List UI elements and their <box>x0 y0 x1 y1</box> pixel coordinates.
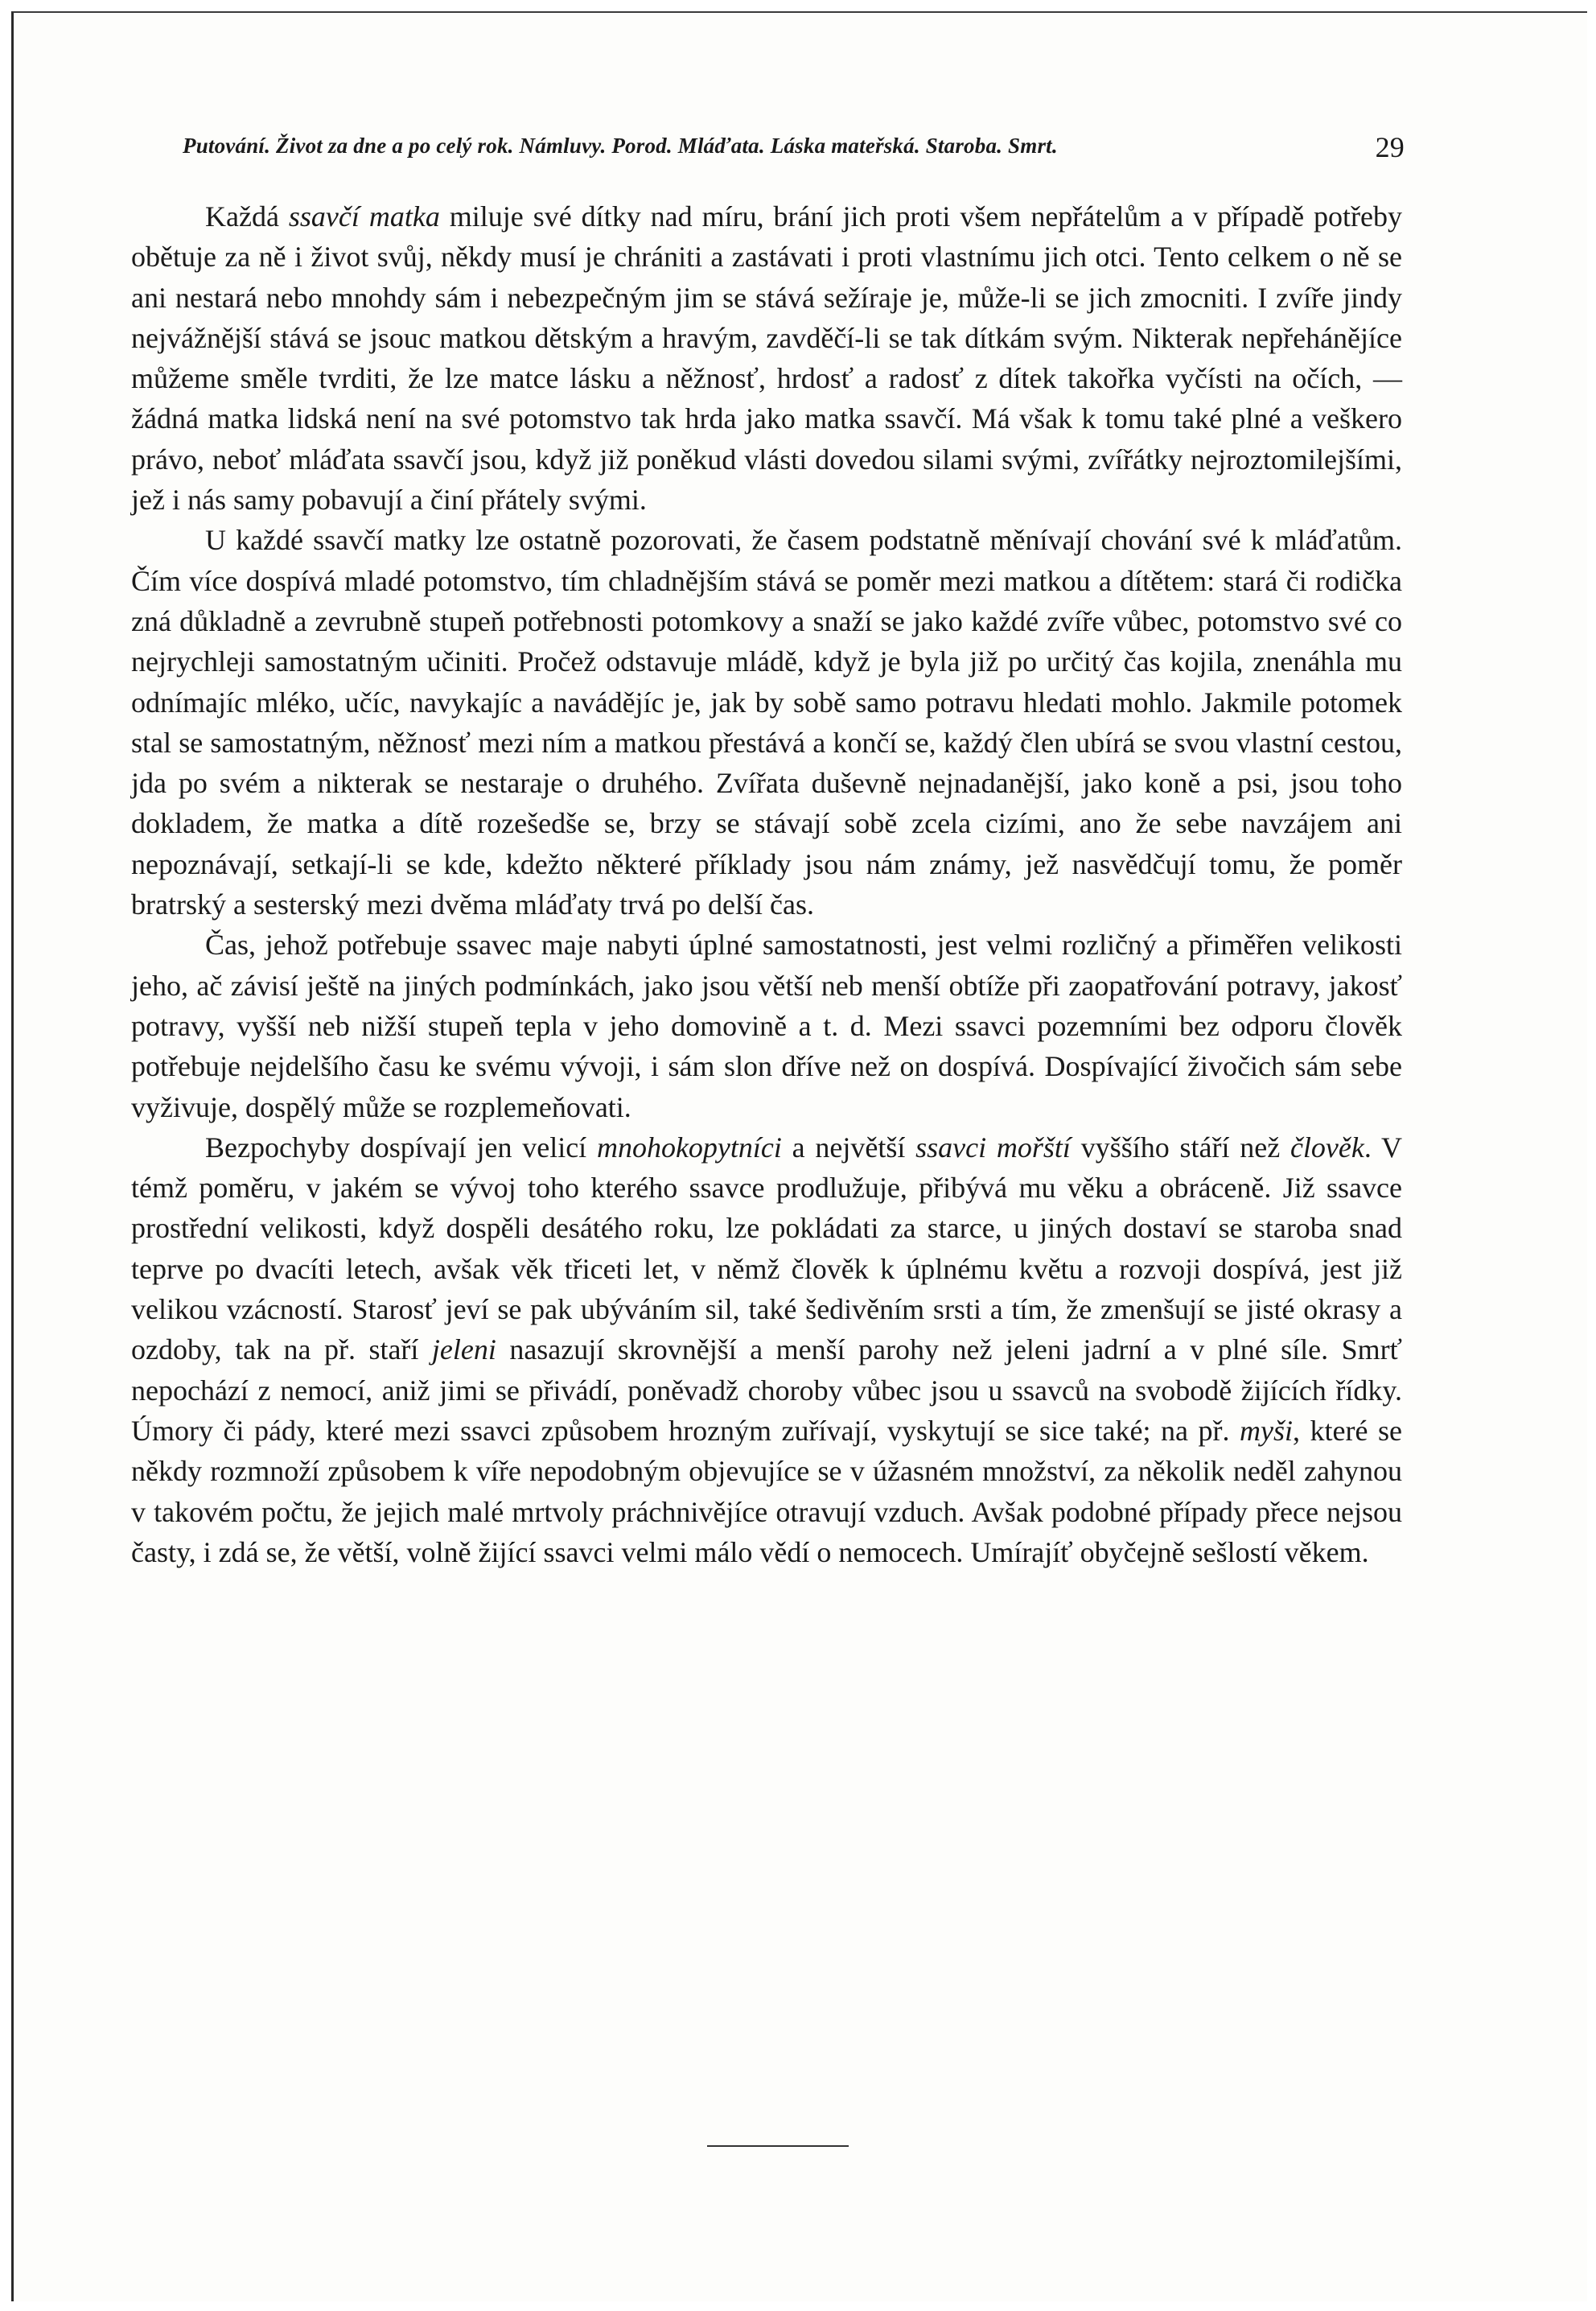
paragraph-4-text-6: , které se někdy rozmnoží způsobem k víře nepodobným objevujíce se v úžasném množství, za několik neděl zahynou v takovém počtu, že jejich malé mrtvoly práchnivějíce otravují vzduch. Avšak podobné případy přece nejsou časty, i zdá se, že větší, volně žijící ssavci velmi málo vědí o nemocech. Umírajíť obyčejně sešlostí věkem. <box>131 1414 1402 1568</box>
book-page <box>11 11 1587 2301</box>
body-text <box>131 196 1402 1572</box>
paragraph-1-text-2: miluje své dítky nad míru, brání jich proti všem nepřátelům a v případě potřeby obětuje za ně i život svůj, někdy musí je chrániti a zastávati i proti vlastnímu jich otci. Tento celkem o ně se ani nestará nebo mnohdy sám i nebezpečným jim se stává sežíraje je, může-li se jich zmocniti. I zvíře jindy nejvážnější stává se jsouc matkou dětským a hravým, zavděčí-li se tak dítkám svým. Nikterak nepřehánějíce můžeme směle tvrditi, že lze matce lásku a něžnosť, hrdosť a radosť z dítek takořka vyčísti na očích, — žádná matka lidská není na své potomstvo tak hrda jako matka ssavčí. Má však k tomu také plné a veškero právo, neboť mláďata ssavčí jsou, když již poněkud vlásti dovedou silami svými, zvířátky nejroztomilejšími, jež i nás samy pobavují a činí přátely svými. <box>131 200 1402 517</box>
paragraph-4-text-5: nasazují skrovnější a menší parohy než jeleni jadrní a v plné síle. Smrť nepochází z nemocí, aniž jimi se přivádí, poněvadž choroby vůbec jsou u ssavců na svobodě žijících řídky. Úmory či pády, které mezi ssavci způsobem hrozným zuřívají, vyskytují se sice také; na př. <box>131 1333 1402 1447</box>
page-number: 29 <box>1375 131 1405 163</box>
paragraph-2: U každé ssavčí matky lze ostatně pozorovati, že časem podstatně měnívají chování své k mláďatům. Čím více dospívá mladé potomstvo, tím chladnějším stává se poměr mezi matkou a dítětem: stará či rodička zná důkladně a zevrubně stupeň potřebnosti potomkovy a snaží se jako každé zvíře vůbec, potomstvo své co nejrychleji samostatným učiniti. Pročež odstavuje mládě, když je byla již po určitý čas kojila, znenáhla mu odnímajíc mléko, učíc, navykajíc a navádějíc je, jak by sobě samo potravu hledati mohlo. Jakmile potomek stal se samostatným, něžnosť mezi ním a matkou přestává a končí se, každý člen ubírá se svou vlastní cestou, jda po svém a nikterak se nestaraje o druhého. Zvířata duševně nejnadanější, jako koně a psi, jsou toho dokladem, že matka a dítě rozešedše se, brzy se stávají sobě zcela cizími, ano že sebe navzájem ani nepoznávají, setkají-li se kde, kdežto některé příklady jsou nám známy, jež nasvědčují tomu, že poměr bratrský a sesterský mezi dvěma mláďaty trvá po delší čas. <box>131 524 1402 921</box>
footer-rule <box>707 2145 849 2147</box>
italic-term-jeleni: jeleni <box>431 1333 496 1366</box>
italic-term-ssavci-morsti: ssavci mořští <box>915 1131 1071 1164</box>
paragraph-4-text-2: a největší <box>781 1131 916 1164</box>
italic-term-mnohokopytnici: mnohokopytníci <box>596 1131 782 1164</box>
italic-term-ssavci-matka: ssavčí matka <box>288 200 440 233</box>
running-header <box>183 131 1417 163</box>
paragraph-4 <box>131 1127 1402 1572</box>
paragraph-1 <box>131 196 1402 520</box>
paragraph-4-text-4: . V témž poměru, v jakém se vývoj toho kterého ssavce prodlužuje, přibývá mu věku a obráceně. Již ssavce prostřední velikosti, když dospěli desátého roku, lze pokládati za starce, u jiných dostaví se staroba snad teprve po dvacíti letech, avšak věk třiceti let, v němž člověk k úplnému květu a rozvoji dospívá, jest již velikou vzácností. Starosť jeví se pak ubýváním sil, také šedivěním srsti a tím, že zmenšují se jisté okrasy a ozdoby, tak na př. staří <box>131 1131 1402 1366</box>
paragraph-4-text-1: Bezpochyby dospívají jen velicí <box>205 1131 597 1164</box>
italic-term-mysi: myši <box>1240 1414 1294 1447</box>
italic-term-clovek: člověk <box>1290 1131 1364 1164</box>
paragraph-3: Čas, jehož potřebuje ssavec maje nabyti úplné samostatnosti, jest velmi rozličný a přiměřen velikosti jeho, ač závisí ještě na jiných podmínkách, jako jsou větší neb menší obtíže při zaopatřování potravy, jakosť potravy, vyšší neb nižší stupeň tepla v jeho domovině a t. d. Mezi ssavci pozemními bez odporu člověk potřebuje nejdelšího času ke svému vývoji, i sám slon dříve než on dospívá. Dospívající živočich sám sebe vyživuje, dospělý může se rozplemeňovati. <box>131 929 1402 1123</box>
paragraph-1-text-1: Každá <box>205 200 289 233</box>
header-title: Putování. Život za dne a po celý rok. Námluvy. Porod. Mláďata. Láska mateřská. Staroba. Smrt. <box>183 134 1058 158</box>
paragraph-4-text-3: vyššího stáří než <box>1070 1131 1290 1164</box>
